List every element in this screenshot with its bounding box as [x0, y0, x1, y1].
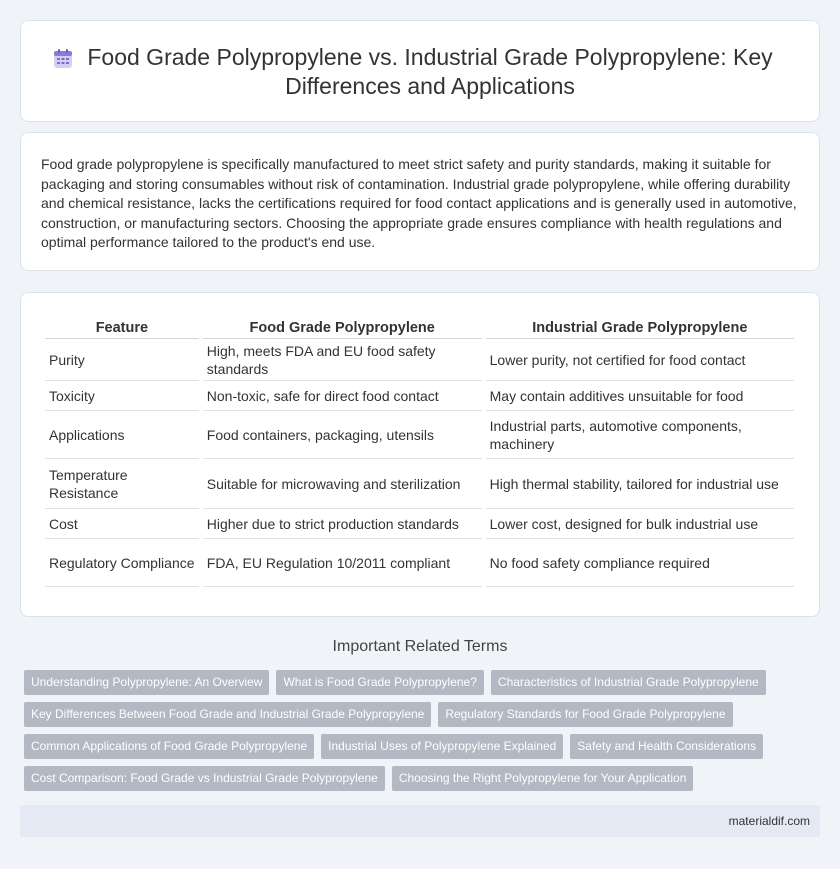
title-card — [20, 20, 820, 122]
related-terms-heading: Important Related Terms — [332, 638, 508, 655]
table-row — [45, 459, 794, 509]
header-food-grade: Food Grade Polypropylene — [203, 317, 482, 339]
table-header-row — [45, 317, 794, 339]
industrial-grade-cell: High thermal stability, tailored for industrial use — [486, 459, 794, 509]
feature-cell: Temperature Resistance — [45, 459, 199, 509]
related-term-tag[interactable]: Cost Comparison: Food Grade vs Industrial Grade Polypropylene — [24, 766, 385, 791]
food-grade-cell: Non-toxic, safe for direct food contact — [203, 381, 482, 411]
industrial-grade-cell: No food safety compliance required — [486, 539, 794, 587]
table-row — [45, 411, 794, 459]
industrial-grade-cell: Lower purity, not certified for food contact — [486, 339, 794, 381]
feature-cell: Toxicity — [45, 381, 199, 411]
table-row — [45, 339, 794, 381]
table-row — [45, 509, 794, 539]
food-grade-cell: FDA, EU Regulation 10/2011 compliant — [203, 539, 482, 587]
industrial-grade-cell: May contain additives unsuitable for food — [486, 381, 794, 411]
related-term-tag[interactable]: Understanding Polypropylene: An Overview — [24, 670, 269, 695]
footer — [20, 805, 820, 837]
food-grade-cell: Suitable for microwaving and sterilization — [203, 459, 482, 509]
feature-cell: Purity — [45, 339, 199, 381]
food-grade-cell: Higher due to strict production standards — [203, 509, 482, 539]
related-term-tag[interactable]: Characteristics of Industrial Grade Polypropylene — [491, 670, 766, 695]
feature-cell: Regulatory Compliance — [45, 539, 199, 587]
intro-paragraph: Food grade polypropylene is specifically manufactured to meet strict safety and purity standards, making it suitable for packaging and storing consumables without risk of contamination. Industrial grade polypropylene, while offering durability and chemical resistance, lacks the certifications required for food contact applications and is generally used in automotive, construction, or manufacturing sectors. Choosing the appropriate grade ensures compliance with health regulations and optimal performance tailored to the product's end use. — [41, 156, 797, 250]
related-term-tag[interactable]: Regulatory Standards for Food Grade Polypropylene — [438, 702, 732, 727]
food-grade-cell: High, meets FDA and EU food safety standards — [203, 339, 482, 381]
page-title: Food Grade Polypropylene vs. Industrial Grade Polypropylene: Key Differences and Applications — [87, 44, 773, 99]
table-row — [45, 539, 794, 587]
table-row — [45, 381, 794, 411]
header-feature: Feature — [45, 317, 199, 339]
related-terms-list — [24, 670, 804, 798]
header-industrial-grade: Industrial Grade Polypropylene — [486, 317, 794, 339]
intro-card — [20, 132, 820, 271]
food-grade-cell: Food containers, packaging, utensils — [203, 411, 482, 459]
industrial-grade-cell: Industrial parts, automotive components, machinery — [486, 411, 794, 459]
related-term-tag[interactable]: Safety and Health Considerations — [570, 734, 763, 759]
industrial-grade-cell: Lower cost, designed for bulk industrial use — [486, 509, 794, 539]
related-term-tag[interactable]: What is Food Grade Polypropylene? — [276, 670, 483, 695]
comparison-table-card — [20, 292, 820, 617]
related-term-tag[interactable]: Common Applications of Food Grade Polypropylene — [24, 734, 314, 759]
comparison-table — [41, 317, 798, 587]
related-term-tag[interactable]: Choosing the Right Polypropylene for Your Application — [392, 766, 694, 791]
footer-site-name[interactable]: materialdif.com — [728, 814, 810, 828]
feature-cell: Applications — [45, 411, 199, 459]
related-term-tag[interactable]: Industrial Uses of Polypropylene Explained — [321, 734, 563, 759]
related-term-tag[interactable]: Key Differences Between Food Grade and Industrial Grade Polypropylene — [24, 702, 431, 727]
feature-cell: Cost — [45, 509, 199, 539]
